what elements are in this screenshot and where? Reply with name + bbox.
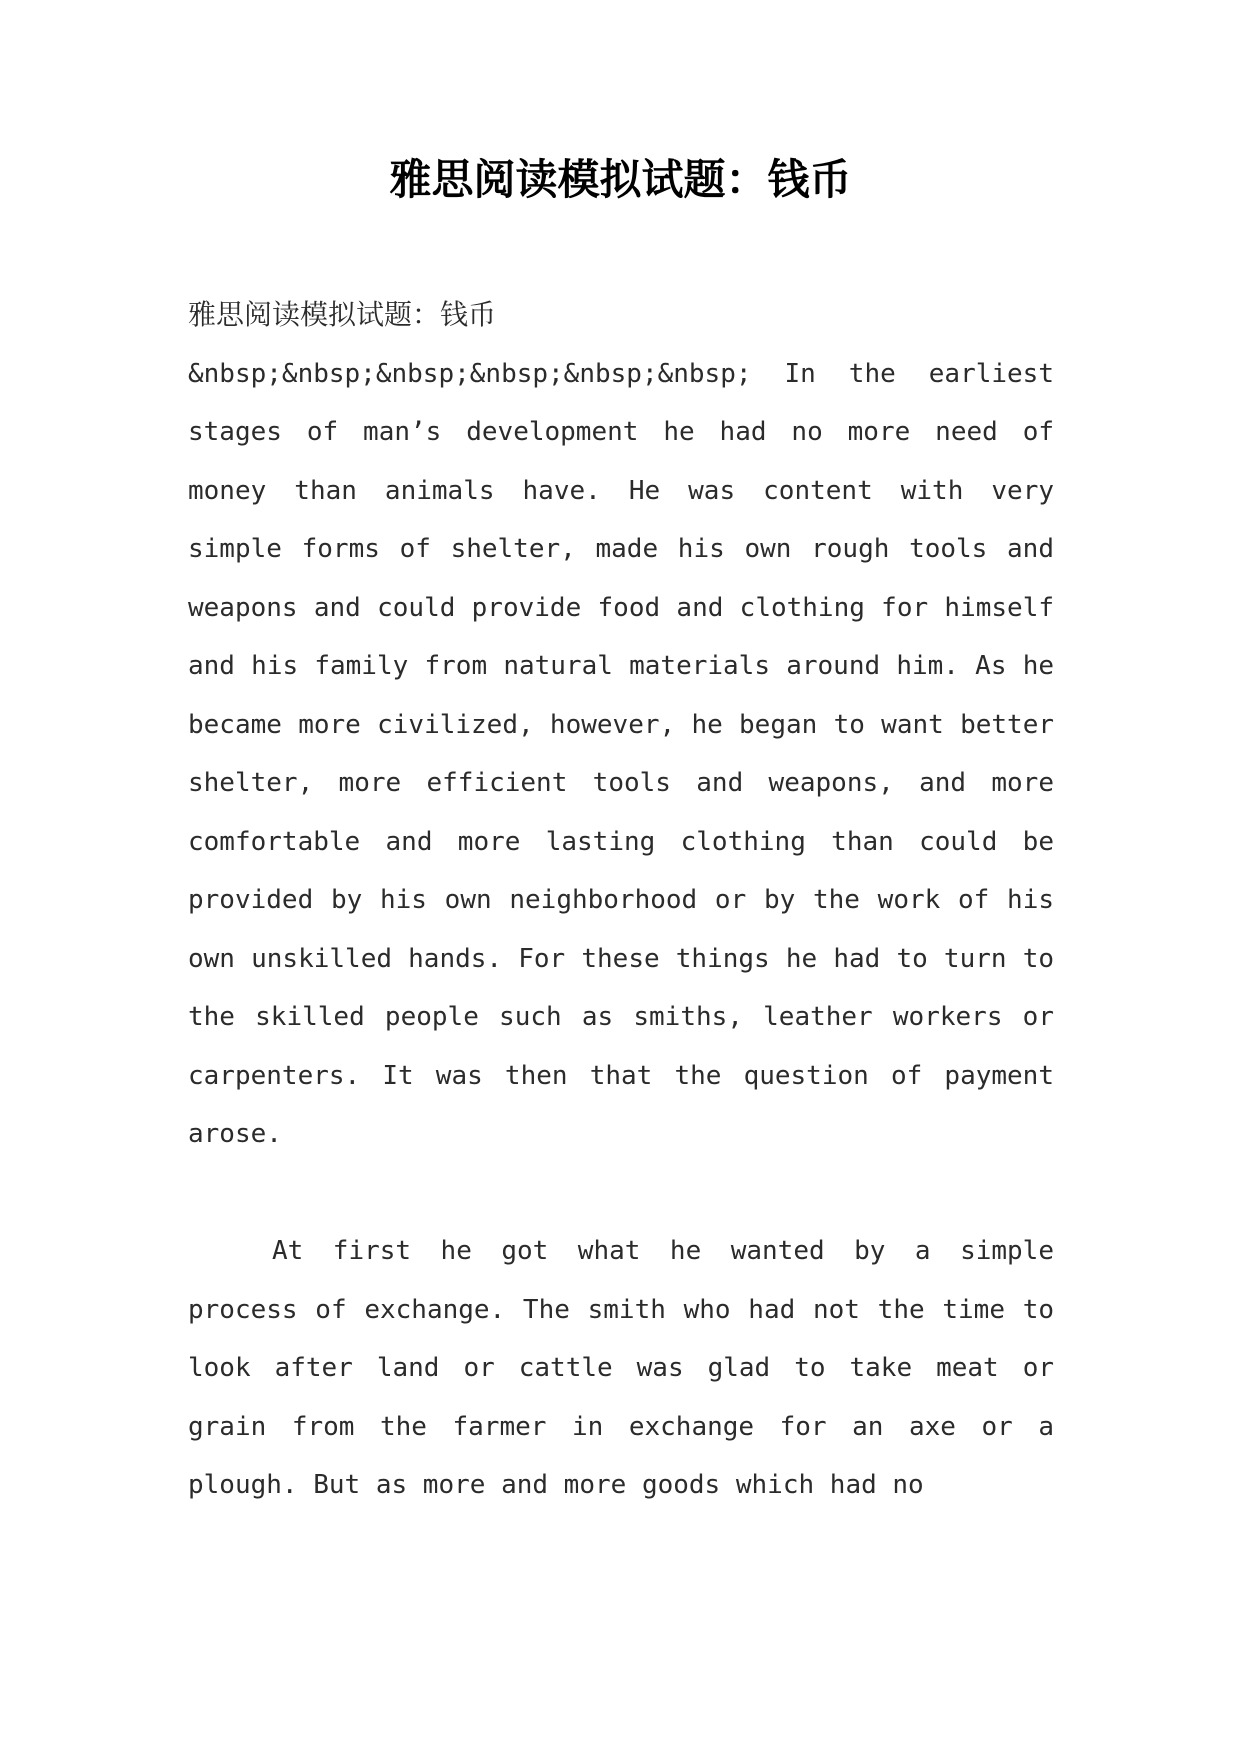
paragraph: At first he got what he wanted by a simple process of exchange. The smith who had not the time to look after land or cattle was glad to take meat or grain from the farmer in exchange for an axe or a plough. But as more and more goods which had no [188, 1236, 1054, 1500]
document-title: 雅思阅读模拟试题：钱币 [389, 155, 852, 204]
document-subtitle: 雅思阅读模拟试题：钱币 [188, 298, 497, 331]
paragraph: &nbsp;&nbsp;&nbsp;&nbsp;&nbsp;&nbsp; In the earliest stages of man’s development he had no more need of money than animals have. He was content with very simple forms of shelter, made his own rough tools and weapons and could provide food and clothing for himself and his family from natural materials around him. As he became more civilized, however, he began to want better shelter, more efficient tools and weapons, and more comfortable and more lasting clothing than could be provided by his own neighborhood or by the work of his own unskilled hands. For these things he had to turn to the skilled people such as smiths, leather workers or carpenters. It was then that the question of payment arose. [188, 358, 1054, 1149]
document-body [188, 286, 1054, 1515]
